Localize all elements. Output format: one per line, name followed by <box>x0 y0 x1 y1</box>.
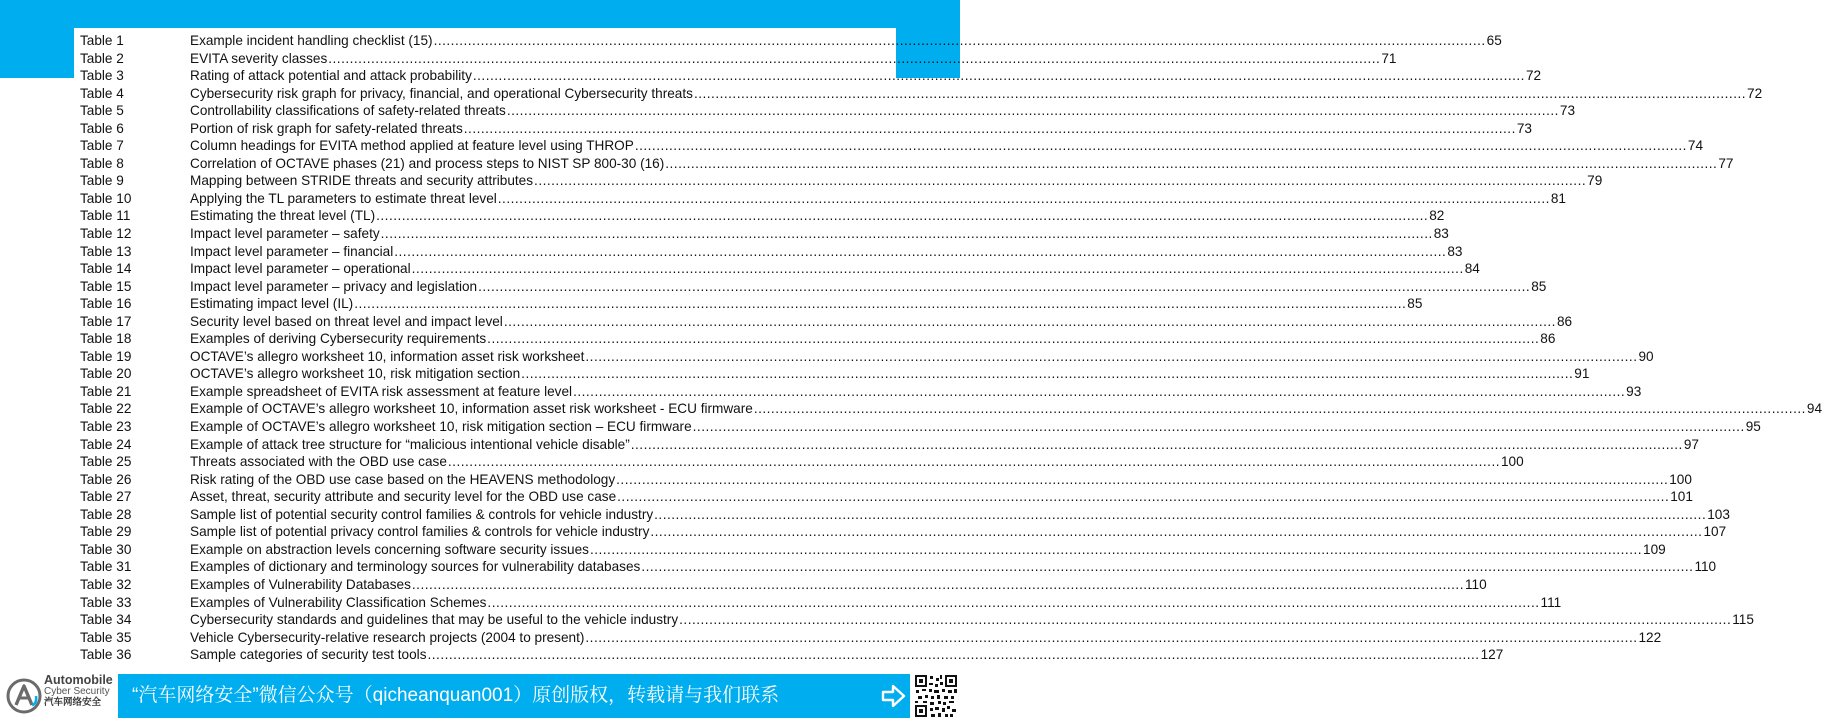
toc-leader-dots <box>534 172 1586 190</box>
toc-leader-dots <box>616 471 1668 489</box>
toc-entry[interactable] <box>80 611 1754 629</box>
toc-entry-page: 83 <box>1433 226 1449 242</box>
toc-entry-page: 73 <box>1559 103 1576 119</box>
toc-entry-label: Table 29 <box>80 524 132 540</box>
toc-leader-dots <box>464 120 1516 138</box>
toc-entry-page: 101 <box>1670 489 1693 505</box>
toc-entry-label: Table 24 <box>80 436 132 452</box>
toc-entry[interactable] <box>80 453 1524 471</box>
toc-leader-dots <box>573 383 1625 401</box>
toc-entry[interactable] <box>80 488 1693 506</box>
toc-entry[interactable] <box>80 207 1445 225</box>
logo-icon <box>6 678 42 714</box>
toc-leader-dots <box>328 50 1380 68</box>
toc-entry-title: Estimating the threat level (TL) <box>190 208 376 224</box>
toc-entry[interactable] <box>80 418 1761 436</box>
toc-entry-label: Table 2 <box>80 50 124 66</box>
toc-leader-dots <box>590 541 1642 559</box>
toc-entry-title: Example spreadsheet of EVITA risk assessment at feature level <box>190 383 573 399</box>
toc-leader-dots <box>521 365 1573 383</box>
toc-entry[interactable] <box>80 646 1504 664</box>
toc-entry-page: 115 <box>1732 612 1754 628</box>
toc-entry-page: 100 <box>1501 454 1524 470</box>
toc-entry-page: 71 <box>1381 50 1397 66</box>
toc-entry-page: 110 <box>1694 559 1717 575</box>
toc-entry-label: Table 16 <box>80 296 132 312</box>
toc-entry-label: Table 6 <box>80 120 124 136</box>
toc-entry-label: Table 9 <box>80 173 124 189</box>
toc-entry-title: Portion of risk graph for safety-related threats <box>190 120 463 136</box>
toc-leader-dots <box>448 453 1500 471</box>
toc-entry-label: Table 22 <box>80 401 132 417</box>
toc-entry-page: 91 <box>1574 366 1590 382</box>
toc-leader-dots <box>412 576 1464 594</box>
toc-entry[interactable] <box>80 32 1502 50</box>
toc-entry[interactable] <box>80 523 1727 541</box>
toc-entry-label: Table 13 <box>80 243 132 259</box>
toc-leader-dots <box>473 67 1525 85</box>
toc-entry-title: Sample list of potential security control families & controls for vehicle industry <box>190 506 654 522</box>
toc-entry-title: Impact level parameter – privacy and legislation <box>190 278 478 294</box>
toc-entry-page: 85 <box>1407 296 1423 312</box>
toc-leader-dots <box>434 32 1486 50</box>
toc-entry-page: 74 <box>1687 138 1704 154</box>
toc-entry-label: Table 17 <box>80 313 132 329</box>
toc-entry-page: 72 <box>1525 68 1542 84</box>
toc-entry-page: 73 <box>1516 120 1532 136</box>
toc-entry[interactable] <box>80 436 1699 454</box>
toc-entry[interactable] <box>80 365 1590 383</box>
toc-entry-page: 79 <box>1587 173 1603 189</box>
toc-entry[interactable] <box>80 629 1662 647</box>
toc-leader-dots <box>631 436 1683 454</box>
toc-entry-label: Table 7 <box>80 138 124 154</box>
toc-entry-page: 109 <box>1643 541 1666 557</box>
banner-text: “汽车网络安全”微信公众号（qicheanquan001）原创版权，转载请与我们联系 <box>132 685 780 706</box>
toc-leader-dots <box>394 243 1446 261</box>
toc-leader-dots <box>635 137 1687 155</box>
toc-entry[interactable] <box>80 383 1642 401</box>
toc-leader-dots <box>585 629 1637 647</box>
toc-leader-dots <box>478 278 1530 296</box>
toc-entry[interactable] <box>80 295 1423 313</box>
toc-leader-dots <box>487 594 1539 612</box>
toc-entry-title: Impact level parameter – operational <box>190 261 411 277</box>
toc-entry-title: Example of OCTAVE’s allegro worksheet 10, risk mitigation section – ECU firmware <box>190 419 692 435</box>
toc-entry-title: Mapping between STRIDE threats and security attributes <box>190 173 534 189</box>
toc-entry[interactable] <box>80 576 1487 594</box>
toc-leader-dots <box>507 102 1559 120</box>
toc-leader-dots <box>641 558 1693 576</box>
toc-entry-page: 84 <box>1464 261 1480 277</box>
toc-leader-dots <box>487 330 1539 348</box>
toc-entry-title: Example on abstraction levels concerning software security issues <box>190 541 589 557</box>
toc-leader-dots <box>585 348 1637 366</box>
toc-entry[interactable] <box>80 137 1704 155</box>
toc-entry-label: Table 35 <box>80 629 132 645</box>
toc-entry[interactable] <box>80 541 1666 559</box>
toc-entry-label: Table 15 <box>80 278 132 294</box>
toc-entry-title: Applying the TL parameters to estimate threat level <box>190 190 497 206</box>
toc-entry-label: Table 12 <box>80 226 132 242</box>
toc-entry-page: 83 <box>1447 243 1463 259</box>
toc-leader-dots <box>754 400 1806 418</box>
toc-entry-label: Table 1 <box>80 33 124 48</box>
toc-entry[interactable] <box>80 558 1717 576</box>
toc-entry-page: 107 <box>1703 524 1727 540</box>
toc-entry[interactable] <box>80 102 1576 120</box>
toc-entry-label: Table 31 <box>80 559 132 575</box>
toc-entry[interactable] <box>80 594 1562 612</box>
toc-entry-title: Controllability classifications of safety-related threats <box>190 103 506 119</box>
toc-entry-page: 82 <box>1429 208 1445 224</box>
toc-entry-title: Examples of Vulnerability Databases <box>190 576 411 592</box>
toc-entry[interactable] <box>80 506 1730 524</box>
toc-entry-title: Risk rating of the OBD use case based on the HEAVENS methodology <box>190 471 616 487</box>
toc-entry-page: 81 <box>1550 190 1566 206</box>
toc-entry-page: 122 <box>1638 629 1662 645</box>
toc-leader-dots <box>617 488 1669 506</box>
toc-entry-page: 86 <box>1556 313 1573 329</box>
toc-entry-label: Table 25 <box>80 454 132 470</box>
logo-wordmark <box>44 675 113 708</box>
toc-entry-label: Table 14 <box>80 261 132 277</box>
toc-entry-title: OCTAVE’s allegro worksheet 10, risk mitigation section <box>190 366 521 382</box>
toc-entry-title: Examples of deriving Cybersecurity requirements <box>190 331 487 347</box>
toc-entry-title: Estimating impact level (IL) <box>190 296 354 312</box>
toc-leader-dots <box>498 190 1550 208</box>
toc-leader-dots <box>665 155 1717 173</box>
toc-entry-page: 103 <box>1707 506 1730 522</box>
toc-entry-title: Example of attack tree structure for “malicious intentional vehicle disable” <box>190 436 630 452</box>
toc-entry-label: Table 18 <box>80 331 132 347</box>
toc-entry[interactable] <box>80 155 1734 173</box>
toc-leader-dots <box>650 523 1702 541</box>
toc-entry-title: Cybersecurity risk graph for privacy, financial, and operational Cybersecurity threats <box>190 85 693 101</box>
copyright-banner <box>118 674 910 718</box>
toc-entry[interactable] <box>80 330 1556 348</box>
toc-entry-label: Table 34 <box>80 612 132 628</box>
toc-entry-page: 77 <box>1718 155 1734 171</box>
toc-entry-label: Table 28 <box>80 506 132 522</box>
toc-entry-label: Table 11 <box>80 208 131 224</box>
toc-entry-page: 94 <box>1806 401 1822 417</box>
toc-entry-title: EVITA severity classes <box>190 50 328 66</box>
toc-entry[interactable] <box>80 400 1822 418</box>
toc-entry[interactable] <box>80 243 1463 261</box>
toc-entry-title: Sample list of potential privacy control families & controls for vehicle industry <box>190 524 650 540</box>
toc-entry-title: Cybersecurity standards and guidelines that may be useful to the vehicle industry <box>190 612 679 628</box>
arrow-right-icon[interactable] <box>880 683 906 709</box>
toc-entry-label: Table 20 <box>80 366 132 382</box>
toc-entry[interactable] <box>80 50 1397 68</box>
toc-entry-label: Table 23 <box>80 419 132 435</box>
toc-entry-title: Impact level parameter – safety <box>190 226 380 242</box>
toc-entry-page: 93 <box>1626 383 1642 399</box>
toc-entry[interactable] <box>80 67 1542 85</box>
toc-entry[interactable] <box>80 313 1573 331</box>
toc-entry-label: Table 36 <box>80 647 132 663</box>
toc-entry-page: 85 <box>1531 278 1547 294</box>
toc-entry-title: Impact level parameter – financial <box>190 243 394 259</box>
toc-entry[interactable] <box>80 172 1603 190</box>
toc-entry-title: Column headings for EVITA method applied at feature level using THROP <box>190 138 634 154</box>
toc-entry-page: 86 <box>1540 331 1556 347</box>
toc-entry-title: Asset, threat, security attribute and security level for the OBD use case <box>190 489 617 505</box>
list-of-tables <box>80 32 1822 664</box>
toc-entry[interactable] <box>80 260 1480 278</box>
toc-entry-title: Threats associated with the OBD use case <box>190 454 447 470</box>
toc-entry-page: 111 <box>1540 594 1562 610</box>
toc-entry[interactable] <box>80 471 1692 489</box>
toc-entry-title: Sample categories of security test tools <box>190 647 427 663</box>
toc-entry[interactable] <box>80 225 1449 243</box>
toc-entry-label: Table 33 <box>80 594 132 610</box>
toc-entry-title: Vehicle Cybersecurity-relative research projects (2004 to present) <box>190 629 585 645</box>
logo-line-3: 汽车网络安全 <box>44 697 102 708</box>
toc-leader-dots <box>376 207 1428 225</box>
toc-entry-label: Table 26 <box>80 471 132 487</box>
toc-entry-label: Table 5 <box>80 103 124 119</box>
toc-entry-label: Table 27 <box>80 489 132 505</box>
toc-leader-dots <box>693 418 1745 436</box>
toc-entry[interactable] <box>80 190 1566 208</box>
toc-entry-title: Examples of dictionary and terminology sources for vulnerability databases <box>190 559 641 575</box>
toc-entry-title: Security level based on threat level and impact level <box>190 313 503 329</box>
toc-entry-page: 97 <box>1683 436 1699 452</box>
toc-entry-title: Correlation of OCTAVE phases (21) and process steps to NIST SP 800-30 (16) <box>190 155 665 171</box>
toc-entry[interactable] <box>80 348 1654 366</box>
toc-leader-dots <box>412 260 1464 278</box>
logo-line-2: Cyber Security <box>44 686 110 697</box>
toc-entry-title: Example of OCTAVE’s allegro worksheet 10, information asset risk worksheet - ECU firmware <box>190 401 753 417</box>
qr-code-icon <box>914 674 958 718</box>
toc-entry-label: Table 21 <box>80 383 132 399</box>
toc-entry-page: 95 <box>1745 419 1761 435</box>
toc-entry-label: Table 3 <box>80 68 124 84</box>
toc-leader-dots <box>679 611 1731 629</box>
toc-entry-page: 110 <box>1464 576 1487 592</box>
toc-entry-title: Examples of Vulnerability Classification Schemes <box>190 594 487 610</box>
toc-leader-dots <box>654 506 1706 524</box>
toc-entry-page: 127 <box>1480 647 1504 663</box>
toc-entry-label: Table 32 <box>80 576 132 592</box>
toc-entry-label: Table 30 <box>80 541 132 557</box>
toc-entry-page: 65 <box>1486 33 1502 48</box>
toc-entry-label: Table 4 <box>80 85 124 101</box>
toc-entry-page: 90 <box>1638 348 1654 364</box>
toc-entry-title: Example incident handling checklist (15) <box>190 33 433 48</box>
toc-leader-dots <box>381 225 1433 243</box>
toc-entry[interactable] <box>80 85 1763 103</box>
brand-logo <box>4 672 116 718</box>
toc-leader-dots <box>504 313 1556 331</box>
toc-entry-label: Table 8 <box>80 155 124 171</box>
toc-entry-title: Rating of attack potential and attack probability <box>190 68 472 84</box>
toc-entry[interactable] <box>80 278 1547 296</box>
toc-entry-page: 72 <box>1747 85 1763 101</box>
logo-line-1: Automobile <box>44 673 113 687</box>
toc-leader-dots <box>694 85 1746 103</box>
toc-entry-label: Table 10 <box>80 190 132 206</box>
toc-entry-title: OCTAVE’s allegro worksheet 10, information asset risk worksheet <box>190 348 585 364</box>
toc-entry-page: 100 <box>1669 471 1692 487</box>
toc-entry[interactable] <box>80 120 1532 138</box>
toc-leader-dots <box>428 646 1480 664</box>
toc-entry-label: Table 19 <box>80 348 132 364</box>
toc-leader-dots <box>354 295 1406 313</box>
